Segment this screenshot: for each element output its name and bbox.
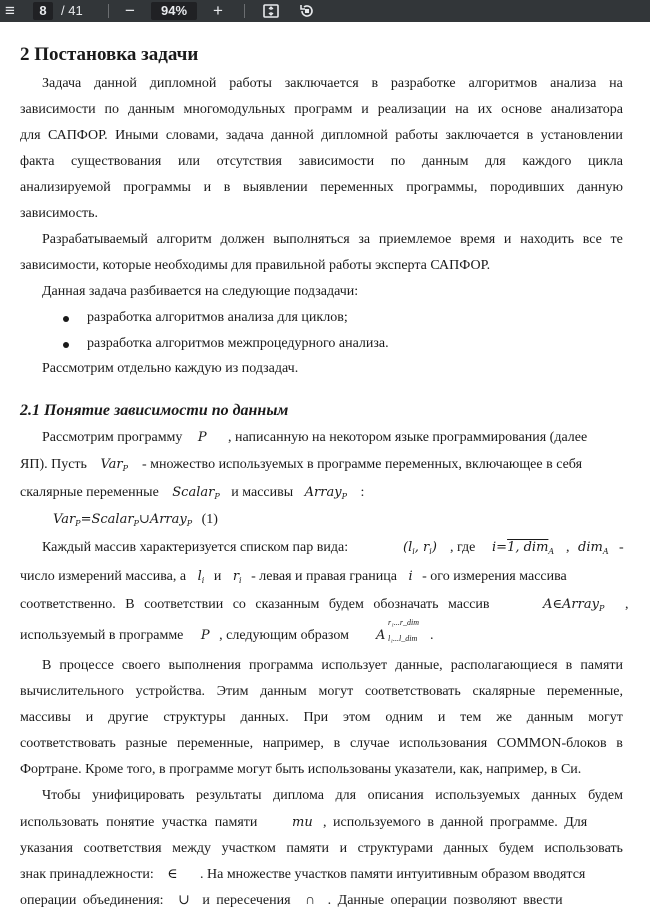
formula: A (376, 628, 386, 643)
paragraph-line: вычислительного устройства. Этим данным могут соответствовать скалярные переменные, (20, 684, 623, 699)
document-page (0, 22, 650, 921)
paragraph-line: - (619, 540, 624, 555)
equation: Var$_P$=Scalar$_P$∪Array$_P$ (1) (53, 512, 218, 528)
paragraph-line: Рассмотрим отдельно каждую из подзадач. (42, 361, 299, 376)
paragraph-line: , где (450, 540, 476, 555)
bullet-icon (63, 342, 69, 348)
paragraph-line: факта существования или отсутствия зависимости по данным для каждого цикла (20, 154, 623, 169)
paragraph-line: анализируемой программы и в выявлении переменных программы, породивших данную (20, 180, 623, 195)
page-total: / 41 (61, 3, 83, 18)
formula: dim$_A$ (578, 540, 609, 556)
paragraph-line: операции объединения: ∪ и пересечения ∩ . Данные операции позволяют ввести (20, 893, 563, 908)
list-item: разработка алгоритмов анализа для циклов; (87, 310, 348, 325)
subsection-title: 2.1 Понятие зависимости по данным (20, 402, 289, 419)
paragraph-line: Чтобы унифицировать результаты диплома для описания используемых данных будем (42, 788, 623, 803)
paragraph-line: для САПФОР. Иными словами, задача данной дипломной работы заключается в установлении (20, 128, 623, 143)
formula-superscript: r₁...r_dim (388, 618, 420, 627)
toolbar-divider (108, 4, 109, 18)
rotate-icon[interactable] (297, 0, 317, 22)
paragraph-line: число измерений массива, а $l_i$ и $r_i$ - левая и правая граница i - ого измерения массива (20, 569, 567, 585)
section-title: 2 Постановка задачи (20, 44, 199, 65)
paragraph-line: ЯП). Пусть Var$_P$ (20, 457, 128, 473)
zoom-out-icon[interactable]: − (125, 1, 135, 20)
paragraph-line: Каждый массив характеризуется списком пар вида: (42, 540, 349, 555)
toolbar-divider (244, 4, 245, 18)
paragraph-line: , (566, 540, 570, 555)
bullet-icon (63, 316, 69, 322)
paragraph-line: , (625, 597, 629, 612)
sidebar-icon[interactable]: ≡ (5, 1, 15, 20)
formula: ($l_i$, $r_i$) (403, 540, 437, 556)
zoom-in-icon[interactable]: + (213, 1, 223, 20)
paragraph-line: массивы и другие структуры данных. При этом одним и тем же данным могут (20, 710, 623, 725)
fit-page-icon[interactable] (261, 0, 281, 22)
paragraph-line: , используемого в данной программе. Для (323, 815, 588, 830)
paragraph-line: Данная задача разбивается на следующие подзадачи: (42, 284, 359, 299)
paragraph-line: указания соответствия между участком памяти и структурами данных будем использовать (20, 841, 623, 856)
paragraph-line: знак принадлежности: ∈ (20, 867, 178, 882)
pdf-toolbar (0, 0, 650, 22)
paragraph-line: Разрабатываемый алгоритм должен выполняться за приемлемое время и находить все те (42, 232, 623, 247)
page-number-input[interactable]: 8 (33, 2, 53, 20)
paragraph-line: . На множестве участков памяти интуитивным образом вводятся (200, 867, 586, 882)
paragraph-line: скалярные переменные Scalar$_P$ и массивы Array$_P$ : (20, 485, 365, 501)
paragraph-line: соответственно. В соответствии со сказанным будем обозначать массив (20, 597, 490, 612)
paragraph-line: зависимость. (20, 206, 98, 221)
paragraph-line: . (430, 628, 434, 643)
paragraph-line: использовать понятие участка памяти (20, 815, 258, 830)
paragraph-line: используемый в программе P , следующим образом (20, 628, 349, 643)
paragraph-line: соответствовать разные переменные, например, в случае использования COMMON-блоков в (20, 736, 623, 751)
paragraph-line: Рассмотрим программу P (42, 430, 207, 445)
formula: A∈Array$_P$ (543, 597, 605, 613)
paragraph-line: зависимости, которые необходимы для правильной работы эксперта САПФОР. (20, 258, 491, 273)
paragraph-line: , написанную на некотором языке программирования (далее (228, 430, 588, 445)
formula: i=1, dim$_A$ (492, 540, 555, 556)
paragraph-line: Задача данной дипломной работы заключается в разработке алгоритмов анализа на (42, 76, 623, 91)
formula: mu (292, 815, 313, 830)
paragraph-line: - множество используемых в программе переменных, включающее в себя (142, 457, 583, 472)
formula-subscript: l₁...l_dim (388, 634, 418, 643)
paragraph-line: зависимости по данным многомодульных программ и реализации на их основе анализатора (20, 102, 623, 117)
zoom-input[interactable]: 94% (151, 2, 197, 20)
list-item: разработка алгоритмов межпроцедурного анализа. (87, 336, 389, 351)
paragraph-line: В процессе своего выполнения программа использует данные, располагающиеся в памяти (42, 658, 623, 673)
paragraph-line: Фортране. Кроме того, в программе могут быть использованы указатели, как, например, в Си. (20, 762, 582, 777)
